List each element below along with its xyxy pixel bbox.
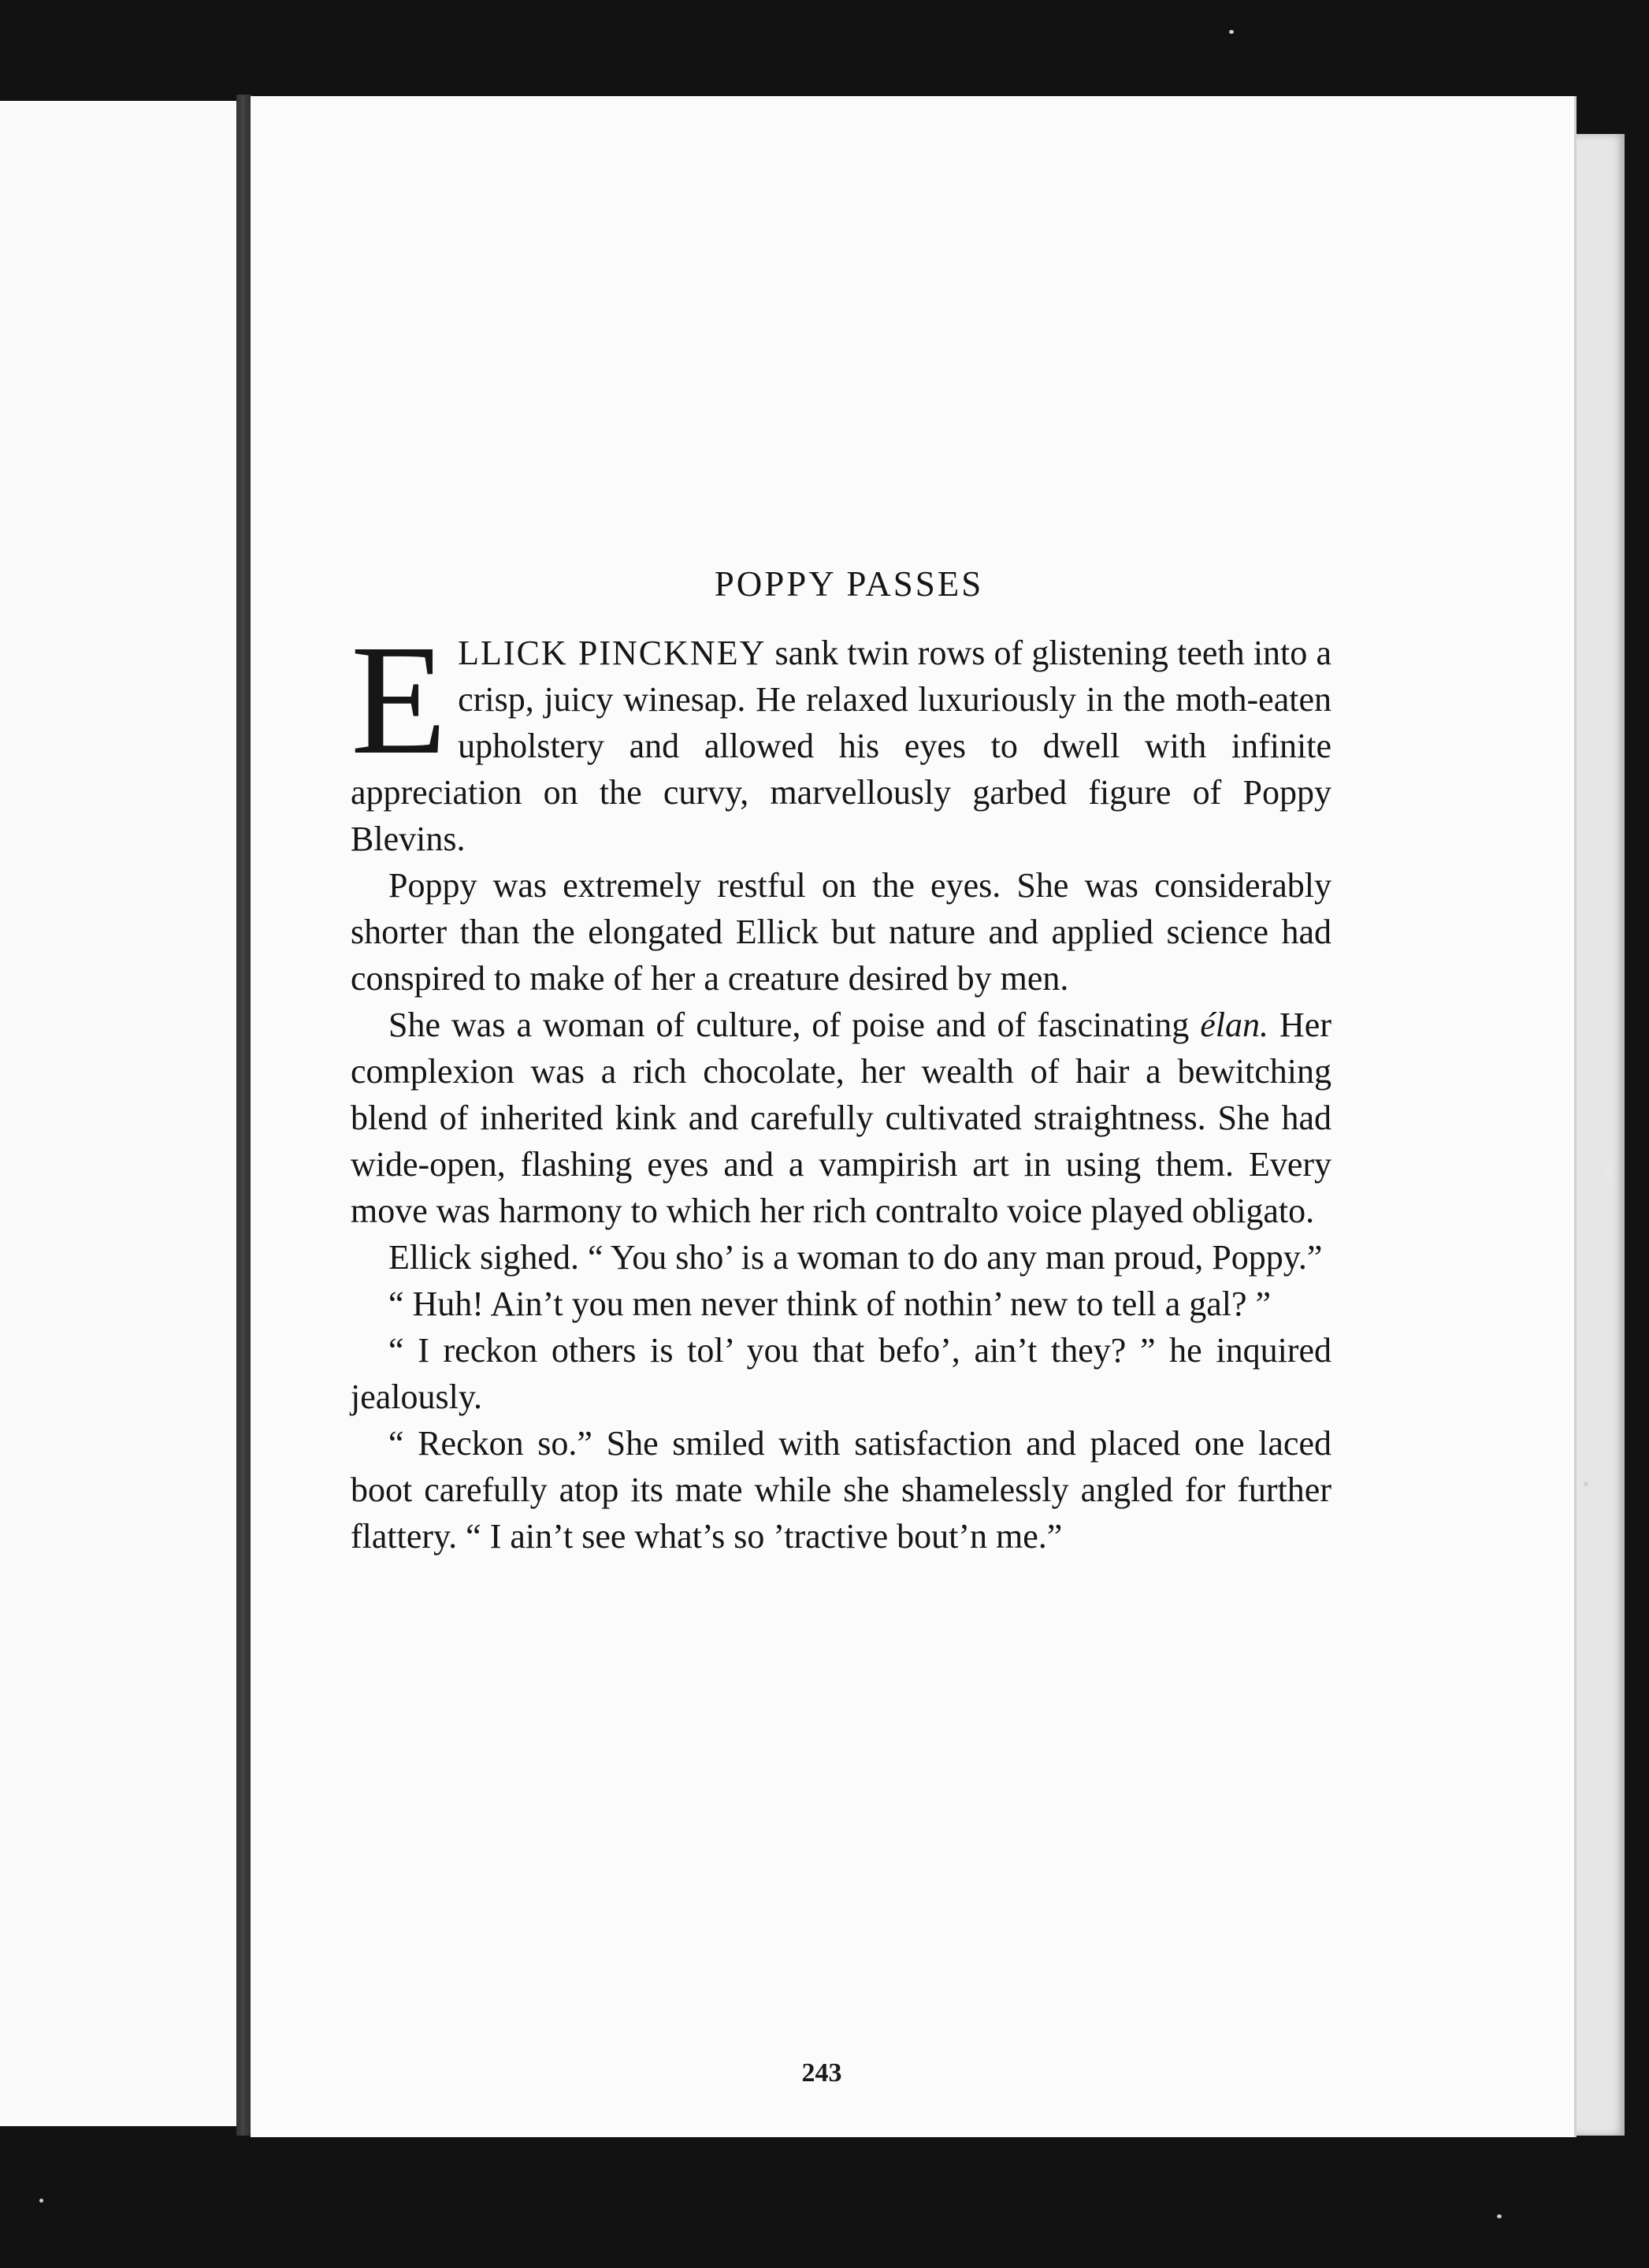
- paragraph-6: “ I reckon others is tol’ you that befo’, ain’t they? ” he inquired jealously.: [351, 1331, 1331, 1416]
- dust-speck: [1606, 1166, 1613, 1179]
- dust-speck: [1497, 2214, 1502, 2218]
- page-text: [351, 561, 1331, 1560]
- dust-speck: [39, 2199, 43, 2203]
- dust-speck: [1229, 30, 1234, 34]
- italic-word: élan.: [1200, 1006, 1269, 1044]
- paragraph-1: [351, 613, 1331, 862]
- dust-speck: [1584, 1482, 1588, 1486]
- paragraph-3-start: She was a woman of culture, of poise and of fascinating: [388, 1006, 1201, 1044]
- drop-cap: E: [351, 613, 448, 787]
- page-number: 243: [801, 2058, 842, 2088]
- lead-in: LLICK PINCKNEY: [458, 634, 767, 672]
- paragraph-2: Poppy was extremely restful on the eyes. She was considerably shorter than the elongated Ellick but nature and applied science had conspired to make of her a creature desired by men.: [351, 866, 1331, 998]
- left-page-edge: [0, 101, 239, 2126]
- paragraph-3-rest: Her complexion was a rich chocolate, her wealth of hair a bewitching blend of inherited kink and carefully cultivated straightness. She had wide-open, flashing eyes and a vampirish art in using them. Every move was harmony to which her rich contralto voice played obligato.: [351, 1006, 1331, 1230]
- paragraph-5: “ Huh! Ain’t you men never think of nothin’ new to tell a gal? ”: [388, 1285, 1272, 1323]
- right-page: [251, 96, 1574, 2137]
- paragraph-1-text: sank twin rows of glistening teeth into a crisp, juicy winesap. He relaxed luxuriously in the moth-eaten upholstery and allowed his eyes to dwell with infinite appreciation on the curvy, marvellously garbed figure of Poppy Blevins.: [351, 634, 1331, 858]
- paragraph-3: [351, 1002, 1331, 1234]
- book-cover-edge: [1568, 134, 1625, 2136]
- chapter-title: POPPY PASSES: [714, 564, 984, 604]
- paragraph-7: “ Reckon so.” She smiled with satisfaction and placed one laced boot carefully atop its mate while she shamelessly angled for further flattery. “ I ain’t see what’s so ’tractive bout’n me.”: [351, 1424, 1331, 1556]
- paragraph-4: Ellick sighed. “ You sho’ is a woman to do any man proud, Poppy.”: [388, 1238, 1323, 1277]
- book-gutter: [236, 95, 252, 2136]
